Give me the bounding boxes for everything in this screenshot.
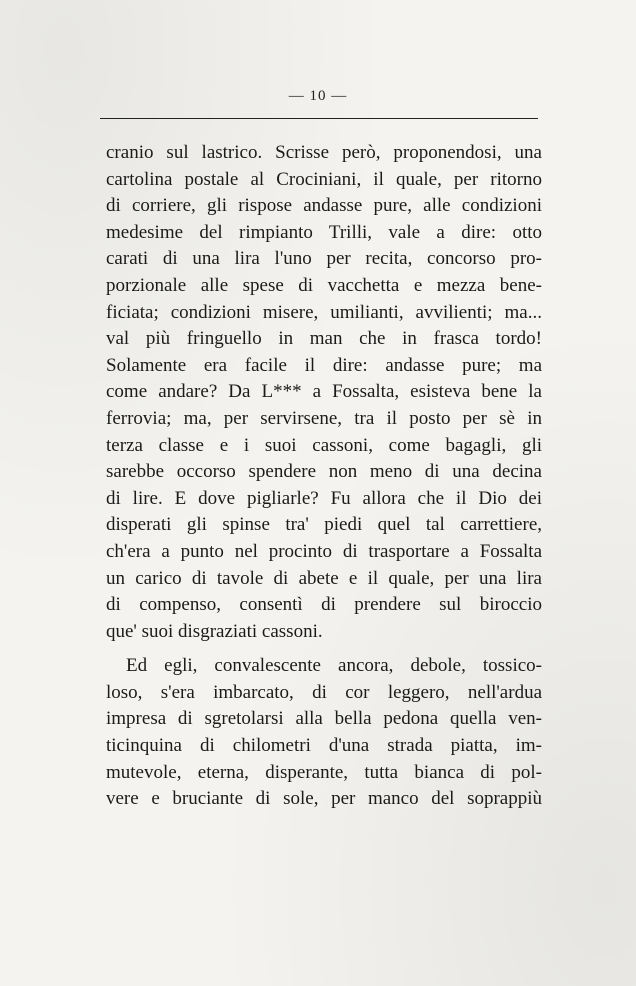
text-line: come andare? Da L*** a Fossalta, esisteva bene la [106,381,542,403]
text-line: un carico di tavole di abete e il quale, per una lira [106,567,542,589]
text-line: Solamente era facile il dire: andasse pure; ma [106,354,542,376]
text-line: cranio sul lastrico. Scrisse però, proponendosi, una [106,142,542,163]
text-line: terza classe e i suoi cassoni, come bagagli, gli [106,434,542,456]
paragraph-2 [106,653,542,813]
text-line: medesime del rimpianto Trilli, vale a dire: otto [106,221,542,243]
text-line: vere e bruciante di sole, per manco del soprappiù [106,788,542,810]
text-line: impresa di sgretolarsi alla bella pedona quella ven- [106,708,542,730]
text-line: que' suoi disgraziati cassoni. [106,620,323,642]
text-line: mutevole, eterna, disperante, tutta bianca di pol- [106,761,542,783]
text-line: ch'era a punto nel procinto di trasportare a Fossalta [106,540,542,562]
text-line: ticinquina di chilometri d'una strada piatta, im- [106,735,542,757]
text-line: cartolina postale al Crociniani, il quale, per ritorno [106,168,542,190]
text-line: porzionale alle spese di vacchetta e mezza bene- [106,274,542,296]
text-line: Ed egli, convalescente ancora, debole, tossico- [126,655,542,677]
paragraph-gap [106,645,542,653]
text-line: disperati gli spinse tra' piedi quel tal carrettiere, [106,514,542,536]
text-line: di compenso, consentì di prendere sul biroccio [106,594,542,616]
paragraph-1 [106,140,542,645]
text-line: di lire. E dove pigliarle? Fu allora che il Dio dei [106,487,542,509]
text-line: ferrovia; ma, per servirsene, tra il posto per sè in [106,407,542,429]
text-line: carati di una lira l'uno per recita, concorso pro- [106,248,542,270]
text-line: val più fringuello in man che in frasca tordo! [106,328,542,350]
text-line: di corriere, gli rispose andasse pure, alle condizioni [106,195,542,217]
page-number: — 10 — [288,88,348,104]
text-line: ficiata; condizioni misere, umilianti, avvilienti; ma... [106,301,542,323]
body-text [106,140,542,813]
header-rule [100,118,538,119]
text-line: loso, s'era imbarcato, di cor leggero, nell'ardua [106,681,542,703]
text-line: sarebbe occorso spendere non meno di una decina [106,461,542,483]
